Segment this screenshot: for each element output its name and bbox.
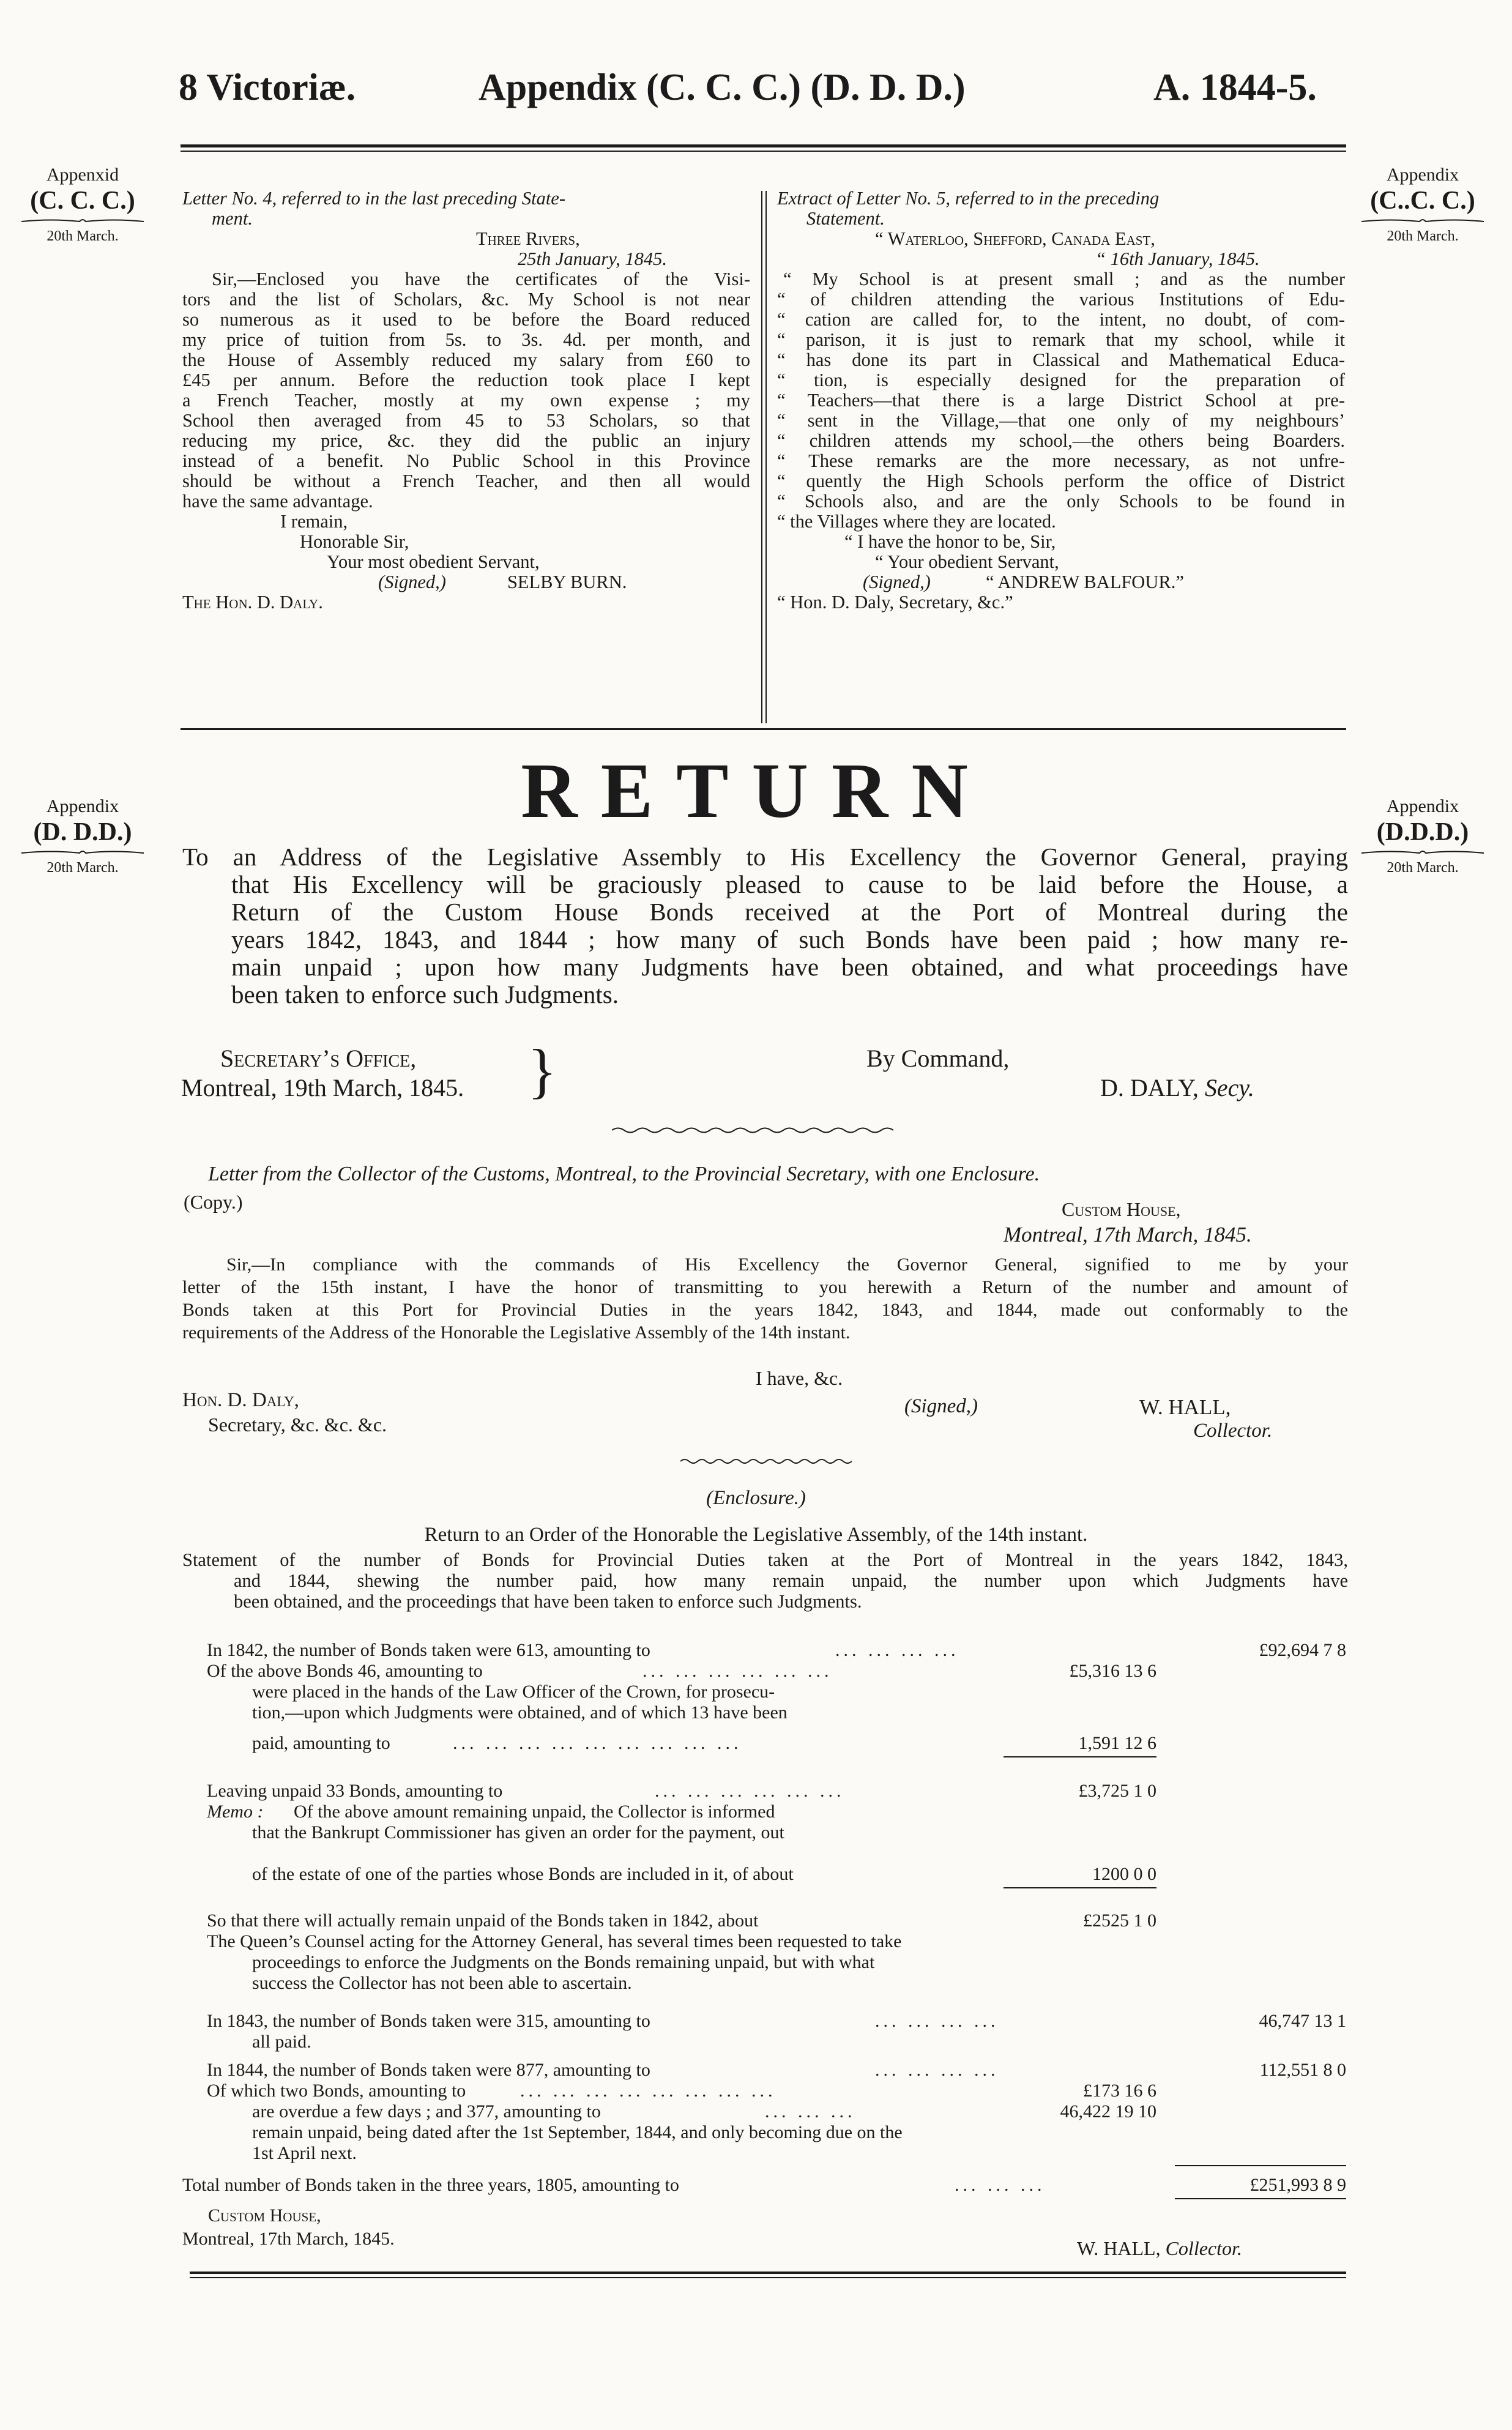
address-line: To an Address of the Legislative Assembly to His Excellency the Governor General, praying bbox=[182, 843, 1348, 871]
total-rule bbox=[1175, 2198, 1346, 2199]
statement-line: and 1844, shewing the number paid, how many remain unpaid, the number upon which Judgments have bbox=[234, 1570, 1348, 1591]
row-1844-377-amount: 46,422 19 10 bbox=[1060, 2101, 1156, 2122]
margin-date: 20th March. bbox=[1387, 228, 1459, 244]
letter-4-date: 25th January, 1845. bbox=[518, 248, 667, 269]
row-remain-text: So that there will actually remain unpaid of the Bonds taken in 1842, about bbox=[207, 1910, 759, 1931]
margin-code: (D.D.D.) bbox=[1376, 818, 1469, 846]
row-remain-amount: £2525 1 0 bbox=[1083, 1910, 1156, 1931]
collector-letter-place: Custom House, bbox=[1062, 1198, 1181, 1220]
letter-4-heading-cont: ment. bbox=[212, 208, 253, 229]
row-1844-text: In 1844, the number of Bonds taken were 877, amounting to bbox=[207, 2060, 650, 2080]
body-line: the House of Assembly reduced my salary from £60 to bbox=[182, 349, 750, 370]
collector-letter-date: Montreal, 17th March, 1845. bbox=[1004, 1223, 1252, 1247]
statement-line: Statement of the number of Bonds for Provincial Duties taken at the Port of Montreal in the years 1842, 1843, bbox=[182, 1549, 1348, 1570]
header-session: 8 Victoriæ. bbox=[179, 67, 356, 108]
body-line: so numerous as it used to be before the Board reduced bbox=[182, 309, 750, 330]
body-line: “ of children attending the various Institutions of Edu- bbox=[777, 289, 1345, 310]
body-line: instead of a benefit. No Public School in this Province bbox=[182, 450, 750, 471]
row-unpaid-33-amount: £3,725 1 0 bbox=[1078, 1781, 1156, 1801]
body-line: £45 per annum. Before the reduction took place I kept bbox=[182, 370, 750, 390]
body-line: “ cation are called for, to the intent, no doubt, of com- bbox=[777, 309, 1345, 330]
address-line: years 1842, 1843, and 1844 ; how many of such Bonds have been paid ; how many re- bbox=[231, 925, 1348, 953]
body-line: “ My School is at present small ; and as the number bbox=[783, 269, 1345, 289]
letter-5-signer: “ ANDREW BALFOUR.” bbox=[985, 572, 1184, 592]
letter-4-place: Three Rivers, bbox=[476, 228, 580, 249]
collector-letter-signed: (Signed,) bbox=[904, 1395, 978, 1417]
body-line: “ Teachers—that there is a large District School at pre- bbox=[777, 390, 1345, 411]
secretary-office: Secretary’s Office, bbox=[220, 1045, 417, 1072]
row-1844-line-c: remain unpaid, being dated after the 1st September, 1844, and only becoming due on the bbox=[252, 2122, 903, 2142]
footer-signer-title: Collector. bbox=[1165, 2237, 1242, 2259]
row-1844-two-amount: £173 16 6 bbox=[1083, 2081, 1156, 2101]
brace-ornament: } bbox=[527, 1037, 557, 1105]
return-signer-name: D. DALY, bbox=[1100, 1074, 1199, 1101]
letter-5-honor: “ I have the honor to be, Sir, bbox=[844, 531, 1056, 552]
return-title: RETURN bbox=[521, 747, 991, 834]
body-line: “ the Villages where they are located. bbox=[777, 511, 1056, 532]
body-line: should be without a French Teacher, and then all would bbox=[182, 471, 750, 491]
letter-5-place: “ Waterloo, Shefford, Canada East, bbox=[875, 228, 1155, 249]
row-1842-total: £92,694 7 8 bbox=[1259, 1640, 1346, 1660]
memo-line-b: that the Bankrupt Commissioner has given an order for the payment, out bbox=[252, 1822, 784, 1843]
leader-dots: ... ... ... ... ... ... bbox=[655, 1781, 845, 1801]
letter-4-signed: (Signed,) bbox=[378, 572, 446, 592]
leader-dots: ... ... ... ... ... ... ... ... bbox=[520, 2081, 776, 2101]
row-46-line-b: tion,—upon which Judgments were obtained, and of which 13 have been bbox=[252, 1702, 788, 1723]
leader-dots: ... ... ... ... bbox=[875, 2060, 999, 2080]
secretary-office-date: Montreal, 19th March, 1845. bbox=[181, 1074, 464, 1101]
body-line: “ children attends my school,—the others being Boarders. bbox=[777, 430, 1345, 451]
address-line: been taken to enforce such Judgments. bbox=[231, 980, 619, 1008]
margin-word: Appendix bbox=[1386, 796, 1459, 816]
counsel-line-b: proceedings to enforce the Judgments on the Bonds remaining unpaid, but with what bbox=[252, 1952, 875, 1972]
grand-total-amount: £251,993 8 9 bbox=[1249, 2175, 1346, 2195]
margin-date: 20th March. bbox=[47, 860, 119, 876]
margin-code: (C. C. C.) bbox=[30, 187, 135, 215]
body-line: School then averaged from 45 to 53 Scholars, so that bbox=[182, 410, 750, 431]
row-46-text: Of the above Bonds 46, amounting to bbox=[207, 1661, 483, 1681]
address-line: that His Excellency will be graciously pleased to cause to be laid before the House, a bbox=[231, 870, 1348, 898]
footer-date: Montreal, 17th March, 1845. bbox=[182, 2229, 395, 2249]
letter-4-signer: SELBY BURN. bbox=[507, 572, 627, 592]
margin-word: Appendix bbox=[46, 796, 119, 816]
row-1843-text: In 1843, the number of Bonds taken were 315, amounting to bbox=[207, 2011, 650, 2031]
row-46-line-a: were placed in the hands of the Law Officer of the Crown, for prosecu- bbox=[252, 1682, 775, 1702]
body-line: “ parison, it is just to remark that my school, while it bbox=[777, 329, 1345, 350]
footer-signer bbox=[1077, 2237, 1242, 2260]
row-1844-two-text: Of which two Bonds, amounting to bbox=[207, 2081, 466, 2101]
body-line: letter of the 15th instant, I have the honor of transmitting to you herewith a Return of the number and amount of bbox=[182, 1277, 1348, 1297]
body-line: “ tion, is especially designed for the preparation of bbox=[777, 370, 1345, 390]
collector-letter-heading: Letter from the Collector of the Customs, Montreal, to the Provincial Secretary, with one Enclosure. bbox=[208, 1163, 1040, 1185]
body-line: requirements of the Address of the Honorable the Legislative Assembly of the 14th instant. bbox=[182, 1322, 851, 1343]
row-1844-line-d: 1st April next. bbox=[252, 2143, 357, 2163]
leader-dots: ... ... ... bbox=[765, 2101, 856, 2122]
body-line: “ sent in the Village,—that one only of my neighbours’ bbox=[777, 410, 1345, 431]
body-line: my price of tuition from 5s. to 3s. 4d. per month, and bbox=[182, 329, 750, 350]
row-46-amount: £5,316 13 6 bbox=[1069, 1661, 1156, 1681]
leader-dots: ... ... ... ... ... ... ... ... ... bbox=[453, 1733, 742, 1753]
enclosure-subheading: Return to an Order of the Honorable the Legislative Assembly, of the 14th instant. bbox=[424, 1524, 1088, 1546]
letter-5-heading-cont: Statement. bbox=[806, 208, 885, 229]
row-46-paid-amount: 1,591 12 6 bbox=[1078, 1733, 1156, 1753]
body-line: “ has done its part in Classical and Mathematical Educa- bbox=[777, 349, 1345, 370]
enclosure-heading: (Enclosure.) bbox=[706, 1487, 806, 1509]
sum-rule bbox=[1004, 1756, 1156, 1757]
leader-dots: ... ... ... ... ... ... bbox=[642, 1661, 833, 1681]
header-year: A. 1844-5. bbox=[1153, 67, 1317, 108]
margin-word: Appenxid bbox=[46, 165, 119, 185]
letter-4-addressee: The Hon. D. Daly. bbox=[182, 592, 323, 613]
letter-4-servant: Your most obedient Servant, bbox=[327, 551, 540, 572]
letter-4-honorable: Honorable Sir, bbox=[300, 531, 409, 552]
collector-letter-addressee: Hon. D. Daly, bbox=[182, 1389, 299, 1411]
footer-place: Custom House, bbox=[208, 2205, 321, 2226]
sum-rule bbox=[1004, 1887, 1156, 1888]
body-line: reducing my price, &c. they did the public an injury bbox=[182, 430, 750, 451]
memo-line-a: Of the above amount remaining unpaid, the Collector is informed bbox=[294, 1802, 775, 1822]
row-1844-377-text: are overdue a few days ; and 377, amounting to bbox=[252, 2101, 601, 2122]
row-1844-total: 112,551 8 0 bbox=[1259, 2060, 1346, 2080]
margin-word: Appendix bbox=[1386, 165, 1459, 185]
address-line: main unpaid ; upon how many Judgments have been obtained, and what proceedings have bbox=[231, 953, 1348, 981]
leader-dots: ... ... ... bbox=[955, 2175, 1046, 2195]
collector-letter-signer: W. HALL, bbox=[1139, 1395, 1231, 1419]
row-1843-line-b: all paid. bbox=[252, 2032, 311, 2052]
footer-signer-name: W. HALL, bbox=[1077, 2237, 1161, 2259]
margin-code: (D. D.D.) bbox=[33, 818, 132, 846]
letter-5-servant: “ Your obedient Servant, bbox=[875, 551, 1059, 572]
memo-amount: 1200 0 0 bbox=[1092, 1864, 1156, 1884]
header-appendix: Appendix (C. C. C.) (D. D. D.) bbox=[479, 67, 966, 108]
body-line: have the same advantage. bbox=[182, 491, 373, 512]
body-line: Sir,—In compliance with the commands of His Excellency the Governor General, signified to me by your bbox=[226, 1254, 1348, 1275]
memo-line-c: of the estate of one of the parties whose Bonds are included in it, of about bbox=[252, 1864, 794, 1884]
letter-5-signed: (Signed,) bbox=[863, 572, 931, 592]
by-command: By Command, bbox=[866, 1045, 1010, 1072]
return-signer-title: Secy. bbox=[1204, 1074, 1254, 1101]
row-46-line-c: paid, amounting to bbox=[252, 1733, 390, 1753]
margin-code: (C..C. C.) bbox=[1370, 187, 1475, 215]
body-line: tors and the list of Scholars, &c. My School is not near bbox=[182, 289, 750, 310]
letter-4-remain: I remain, bbox=[280, 511, 348, 532]
row-1842-text: In 1842, the number of Bonds taken were 613, amounting to bbox=[207, 1640, 650, 1660]
body-line: Bonds taken at this Port for Provincial Duties in the years 1842, 1843, and 1844, made out conformably to the bbox=[182, 1300, 1348, 1320]
leader-dots: ... ... ... ... bbox=[835, 1640, 959, 1660]
collector-letter-closing: I have, &c. bbox=[756, 1367, 843, 1389]
row-unpaid-33-text: Leaving unpaid 33 Bonds, amounting to bbox=[207, 1781, 503, 1801]
counsel-line-a: The Queen’s Counsel acting for the Attorney General, has several times been requested to take bbox=[207, 1931, 902, 1951]
leader-dots: ... ... ... ... bbox=[875, 2011, 999, 2031]
margin-date: 20th March. bbox=[47, 228, 119, 244]
body-line: “ quently the High Schools perform the office of District bbox=[777, 471, 1345, 491]
body-line: “ These remarks are the more necessary, as not unfre- bbox=[777, 450, 1345, 471]
body-line: Sir,—Enclosed you have the certificates of the Visi- bbox=[212, 269, 750, 289]
letter-5-date: “ 16th January, 1845. bbox=[1095, 248, 1260, 269]
body-line: “ Schools also, and are the only Schools to be found in bbox=[777, 491, 1345, 512]
collector-letter-signer-title: Collector. bbox=[1193, 1420, 1273, 1442]
letter-5-addressee: “ Hon. D. Daly, Secretary, &c.” bbox=[777, 592, 1013, 613]
collector-letter-copy: (Copy.) bbox=[184, 1191, 243, 1213]
letter-4-heading: Letter No. 4, referred to in the last preceding State- bbox=[182, 188, 565, 209]
counsel-line-c: success the Collector has not been able to ascertain. bbox=[252, 1973, 632, 1993]
row-1843-total: 46,747 13 1 bbox=[1259, 2011, 1346, 2031]
collector-letter-addressee-title: Secretary, &c. &c. &c. bbox=[208, 1414, 387, 1436]
bottom-rule-thin bbox=[190, 2277, 1346, 2278]
bottom-rule bbox=[190, 2272, 1346, 2274]
grand-total-text: Total number of Bonds taken in the three years, 1805, amounting to bbox=[182, 2175, 679, 2195]
margin-date: 20th March. bbox=[1387, 860, 1459, 876]
letter-5-heading: Extract of Letter No. 5, referred to in the preceding bbox=[777, 188, 1160, 209]
statement-line: been obtained, and the proceedings that have been taken to enforce such Judgments. bbox=[234, 1591, 862, 1612]
total-rule bbox=[1175, 2165, 1346, 2166]
memo-label: Memo : bbox=[207, 1802, 264, 1822]
body-line: a French Teacher, mostly at my own expense ; my bbox=[182, 390, 750, 411]
address-line: Return of the Custom House Bonds received at the Port of Montreal during the bbox=[231, 898, 1348, 926]
